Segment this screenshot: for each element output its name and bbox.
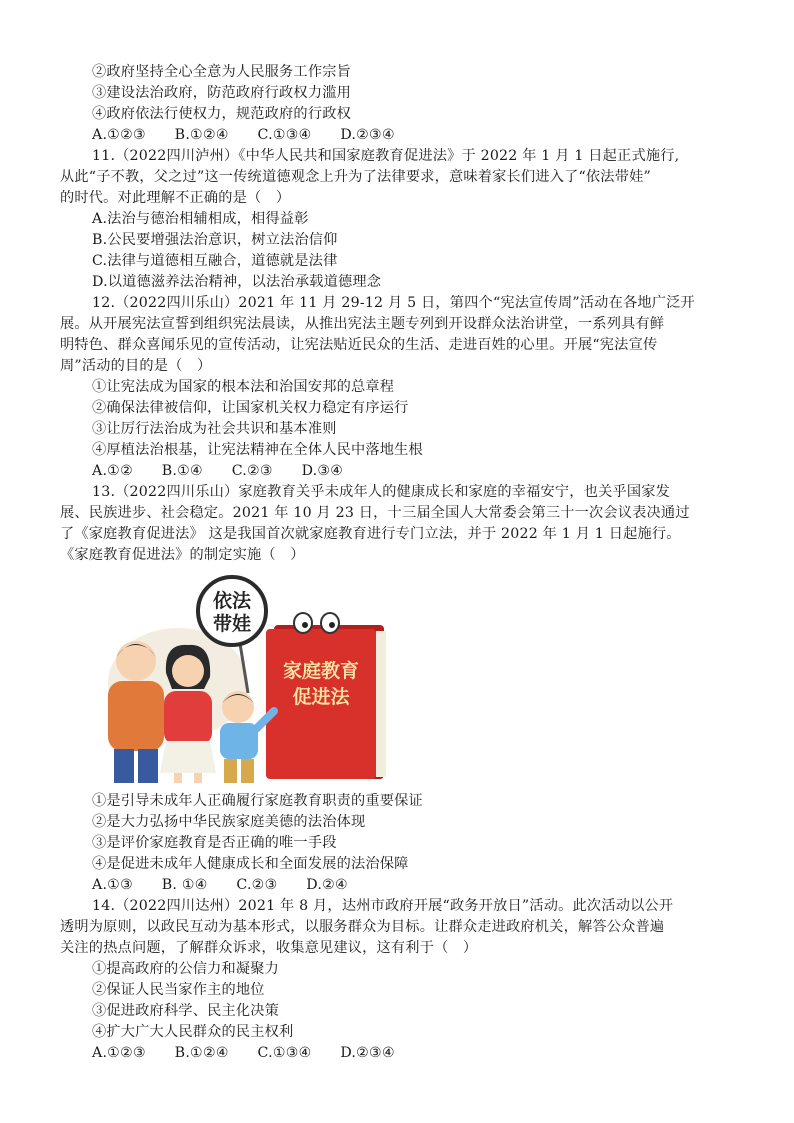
- q14-option-1: ①提高政府的公信力和凝聚力: [92, 961, 280, 977]
- q14-stem-line: 透明为原则，以政民互动为基本形式，以服务群众为目标。让群众走进政府机关，解答公众普遍: [60, 919, 665, 935]
- q13-option-1: ①是引导未成年人正确履行家庭教育职责的重要保证: [92, 793, 423, 809]
- q12-answer-choices: A.①② B.①④ C.②③ D.③④: [92, 463, 344, 479]
- q12-option-3: ③让厉行法治成为社会共识和基本准则: [92, 421, 337, 437]
- book-title-line2: 促进法: [292, 686, 350, 708]
- q11-choice-d: D.以道德滋养法治精神，以法治承载道德理念: [92, 274, 382, 290]
- q14-option-3: ③促进政府科学、民主化决策: [92, 1003, 280, 1019]
- father-leg: [114, 749, 134, 783]
- child-head: [222, 691, 254, 723]
- q10-option-3: ③建设法治政府，防范政府行政权力滥用: [92, 85, 351, 101]
- q12-option-2: ②确保法律被信仰，让国家机关权力稳定有序运行: [92, 400, 409, 416]
- q14-option-2: ②保证人民当家作主的地位: [92, 982, 265, 998]
- q11-choice-c: C.法律与道德相互融合，道德就是法律: [92, 253, 338, 269]
- book-pages: [376, 631, 386, 777]
- q13-option-2: ②是大力弘扬中华民族家庭美德的法治体现: [92, 814, 366, 830]
- q13-stem-line: 《家庭教育促进法》的制定实施（ ）: [60, 547, 305, 563]
- mother-leg: [194, 773, 202, 783]
- q10-option-2: ②政府坚持全心全意为人民服务工作宗旨: [92, 64, 351, 80]
- father-head: [116, 641, 156, 681]
- q12-stem-line: 周”活动的目的是（ ）: [60, 358, 212, 374]
- book-title-line1: 家庭教育: [282, 660, 360, 682]
- q12-option-1: ①让宪法成为国家的根本法和治国安邦的总章程: [92, 379, 395, 395]
- q12-stem-line: 展。从开展宪法宣誓到组织宪法晨读，从推出宪法主题专列到开设群众法治讲堂，一系列具有鲜: [60, 316, 665, 332]
- mother-body: [164, 691, 212, 745]
- q13-stem-line: 了《家庭教育促进法》 这是我国首次就家庭教育进行专门立法，并于 2022 年 1 月 1 日起施行。: [60, 526, 681, 542]
- father-leg: [138, 749, 158, 783]
- q11-choice-b: B.公民要增强法治意识，树立法治信仰: [92, 232, 338, 248]
- q10-option-4: ④政府依法行使权力，规范政府的行政权: [92, 106, 351, 122]
- book-pupil: [329, 622, 335, 628]
- q12-option-4: ④厚植法治根基，让宪法精神在全体人民中落地生根: [92, 442, 423, 458]
- q12-stem-line: 12.（2022四川乐山）2021 年 11 月 29-12 月 5 日，第四个“宪法宣传周”活动在各地广泛开: [92, 295, 695, 311]
- child-leg: [224, 759, 237, 783]
- q11-choice-a: A.法治与德治相辅相成，相得益彰: [92, 211, 309, 227]
- q11-stem-line: 11.（2022四川泸州）《中华人民共和国家庭教育促进法》于 2022 年 1 月 1 日起正式施行,: [92, 148, 680, 164]
- q13-answer-choices: A.①③ B. ①④ C.②③ D.②④: [92, 877, 348, 893]
- q13-option-4: ④是促进未成年人健康成长和全面发展的法治保障: [92, 856, 409, 872]
- q12-stem-line: 明特色、群众喜闻乐见的宣传活动，让宪法贴近民众的生活、走进百姓的心里。开展“宪法宣传: [60, 337, 658, 353]
- q14-stem-line: 关注的热点问题，了解群众诉求，收集意见建议，这有利于（ ）: [60, 940, 478, 956]
- mother-skirt: [160, 741, 216, 773]
- q10-answer-choices: A.①②③ B.①②④ C.①③④ D.②③④: [92, 127, 395, 143]
- father-body: [108, 681, 164, 751]
- q14-stem-line: 14.（2022四川达州）2021 年 8 月，达州市政府开展“政务开放日”活动。此次活动以公开: [92, 898, 674, 914]
- q13-option-3: ③是评价家庭教育是否正确的唯一手段: [92, 835, 337, 851]
- family-law-illustration: [98, 573, 394, 783]
- q13-stem-line: 展、民族进步、社会稳定。2021 年 10 月 23 日，十三届全国人大常委会第三十一次会议表决通过: [60, 505, 690, 521]
- q14-option-4: ④扩大广大人民群众的民主权利: [92, 1024, 294, 1040]
- mother-leg: [174, 773, 182, 783]
- q13-stem-line: 13.（2022四川乐山）家庭教育关乎未成年人的健康成长和家庭的幸福安宁，也关乎国家发: [92, 484, 671, 500]
- q11-stem-line: 的时代。对此理解不正确的是（ ）: [60, 190, 291, 206]
- q11-stem-line: 从此“子不教，父之过”这一传统道德观念上升为了法律要求，意味着家长们进入了“依法带娃”: [60, 169, 651, 185]
- sign-text-line1: 依法: [212, 590, 252, 612]
- sign-text-line2: 带娃: [212, 613, 252, 635]
- book-pupil: [302, 622, 308, 628]
- child-leg: [241, 759, 254, 783]
- mother-face: [172, 655, 204, 687]
- q14-answer-choices: A.①②③ B.①②④ C.①③④ D.②③④: [92, 1045, 395, 1061]
